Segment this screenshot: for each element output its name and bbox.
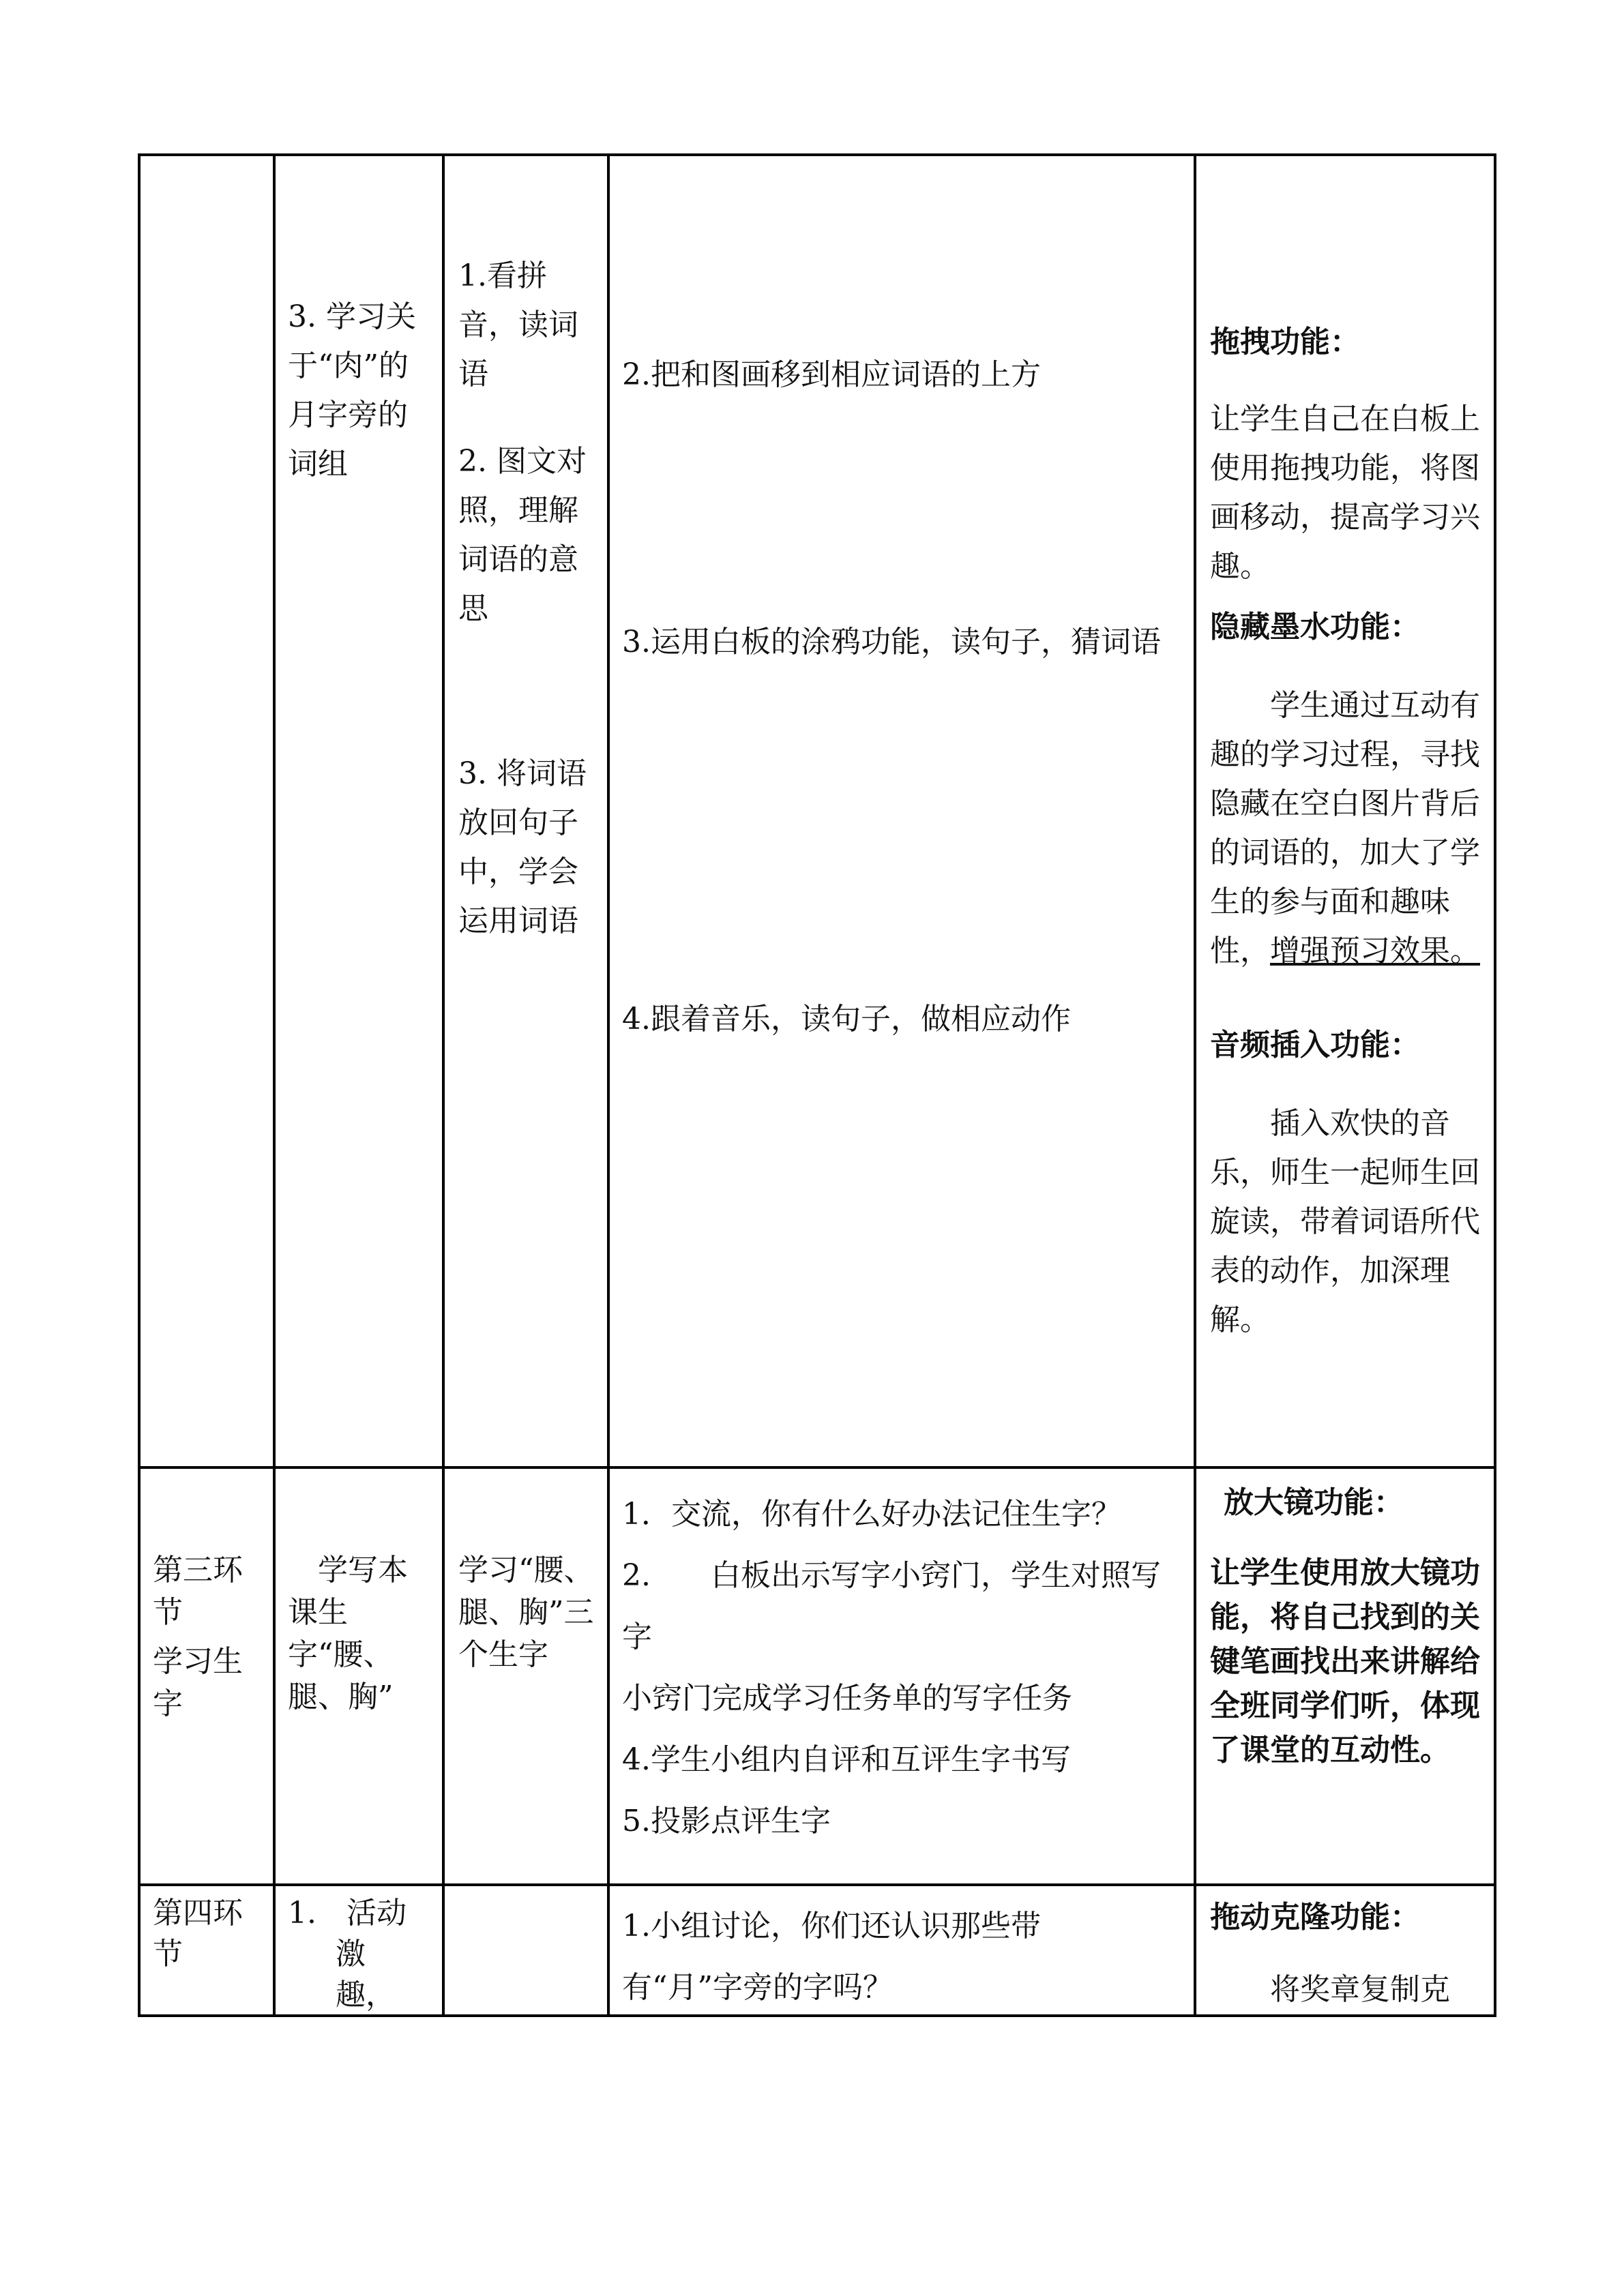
activity-item: 4.跟着音乐，读句子，做相应动作 [622,1002,1071,1037]
phase-cell [139,155,274,1467]
content-item: 学习“腰、腿、胸”三个生字 [458,1553,594,1672]
content-cell [443,1885,608,2016]
activity-item: 2. 白板出示写字小窍门，学生对照写字 [622,1558,1161,1654]
activity-item: 1.小组讨论，你们还认识那些带有“月”字旁的字吗？ [622,1909,1041,2005]
activity-item: 1．交流，你有什么好办法记住生字？ [622,1497,1121,1532]
activities-cell [608,1885,1195,2016]
features-cell [1195,155,1495,1467]
feature-desc: 让学生使用放大镜功能，将自己找到的关键笔画找出来讲解给全班同学们听，体现了课堂的互动性。 [1210,1555,1480,1768]
features-cell [1195,1885,1495,2016]
content-cell [443,155,608,1467]
table-row [139,1467,1495,1885]
phase-cell [139,1885,274,2016]
feature-desc: 插入欢快的音乐，师生一起师生回旋读，带着词语所代表的动作，加深理解。 [1210,1106,1480,1337]
features-cell [1195,1467,1495,1885]
activity-item: 3.运用白板的涂鸦功能，读句子，猜词语 [622,625,1161,659]
table-row [139,155,1495,1467]
feature-title: 放大镜功能： [1224,1485,1404,1520]
content-item: 2. 图文对照，理解词语的意思 [458,444,587,626]
goal-text: 3. 学习关于“肉”的月字旁的词组 [288,299,416,481]
activities-cell [608,1467,1195,1885]
goal-cell [274,1885,443,2016]
feature-desc: 学生通过互动有趣的学习过程，寻找隐藏在空白图片背后的词语的，加大了学生的参与面和趣味性， [1210,688,1480,968]
goal-text: 1. 活动激趣， [288,1896,407,2012]
content-item: 1.看拼音，读词语 [458,258,578,391]
feature-title: 隐藏墨水功能： [1210,610,1420,644]
goal-cell [274,1467,443,1885]
feature-desc: 将奖章复制克 [1270,1972,1450,2007]
lesson-plan-table [138,153,1496,2017]
content-cell [443,1467,608,1885]
goal-cell [274,155,443,1467]
goal-text: 学写本课生字“腰、腿、胸” [288,1553,408,1714]
activity-item: 小窍门完成学习任务单的写字任务 [622,1681,1072,1716]
phase-cell [139,1467,274,1885]
content-item: 3. 将词语放回句子中，学会运用词语 [458,756,587,938]
activity-item: 2.把和图画移到相应词语的上方 [622,357,1041,392]
feature-title: 音频插入功能： [1210,1028,1420,1062]
feature-title: 拖动克隆功能： [1210,1900,1420,1935]
activities-cell [608,155,1195,1467]
phase-title: 第三环节 [153,1553,243,1630]
feature-title: 拖拽功能： [1210,325,1360,359]
activity-item: 5.投影点评生字 [622,1804,831,1838]
table-row [139,1885,1495,2016]
feature-desc: 让学生自己在白板上使用拖拽功能，将图画移动，提高学习兴趣。 [1210,402,1480,584]
activity-item: 4.学生小组内自评和互评生字书写 [622,1742,1071,1777]
feature-desc-underlined: 增强预习效果。 [1270,934,1480,968]
phase-title: 第四环节 [153,1896,243,1971]
phase-subtitle: 学习生字 [153,1644,243,1721]
